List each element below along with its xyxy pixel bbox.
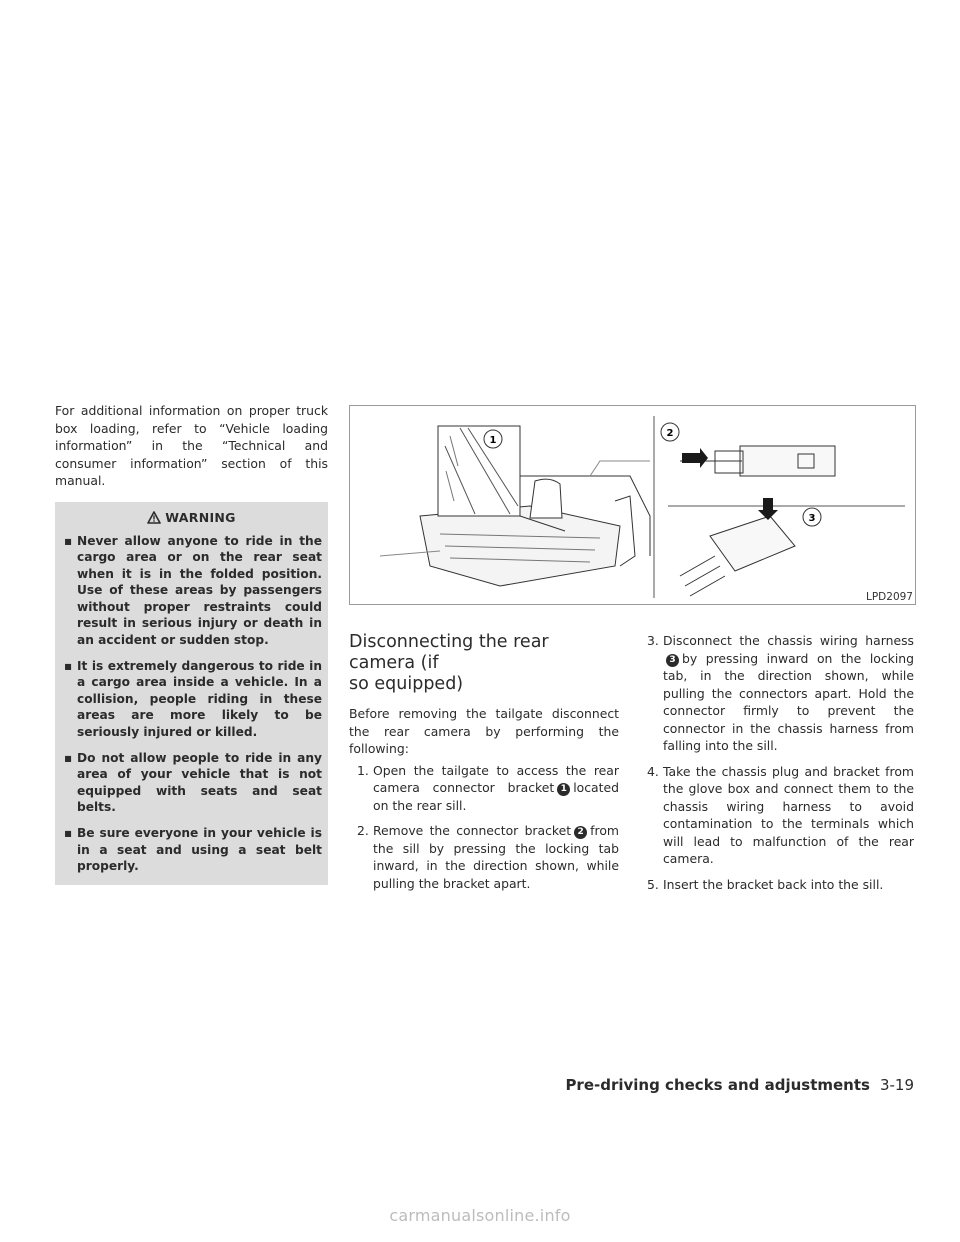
warning-item-text: Be sure everyone in your vehicle is in a seat and using a seat belt properly.	[77, 826, 322, 874]
step-text: Remove the connector bracket	[373, 823, 572, 838]
warning-header	[61, 508, 322, 533]
warning-triangle-icon	[147, 511, 161, 524]
step-text: Disconnect the chassis wiring harness	[663, 633, 914, 648]
callout-2-label: 2	[666, 428, 674, 439]
page-footer	[565, 1076, 914, 1094]
callout-1-label: 1	[489, 435, 497, 446]
warning-item-text: Never allow anyone to ride in the cargo area or on the rear seat when it is in the folded position. Use of these areas by passengers without proper restraints could result in serious injury or death in an accident or sudden stop.	[77, 533, 322, 648]
step-text: located on the rear sill.	[373, 780, 619, 813]
step-number: 3.	[647, 633, 659, 648]
warning-box	[55, 502, 328, 885]
illustration-drawing	[350, 406, 915, 604]
intro-paragraph: For additional information on proper truck box loading, refer to “Vehicle loading information” in the “Technical and consumer information” section of this manual.	[55, 403, 328, 488]
step-text: Open the tailgate to access the rear camera connector bracket	[373, 762, 619, 795]
figure-code: LPD2097	[866, 591, 913, 603]
page-number: 3-19	[879, 1076, 914, 1094]
step-number: 1.	[357, 762, 369, 778]
step-number: 5.	[647, 876, 659, 892]
section-heading-line2: so equipped)	[349, 674, 464, 694]
watermark: carmanualsonline.info	[389, 1206, 571, 1225]
warning-item	[61, 825, 322, 875]
arrow-down-icon	[758, 498, 778, 520]
section-heading-line1: Disconnecting the rear camera (if	[349, 632, 549, 673]
warning-item-text: Do not allow people to ride in any area of your vehicle that is not equipped with seats and seat belts.	[77, 750, 322, 815]
step-number: 4.	[647, 763, 659, 779]
steps-list-b	[639, 632, 914, 893]
step-text: Insert the bracket back into the sill.	[663, 876, 884, 892]
bullet: ▪	[64, 826, 73, 840]
callout-badge: 2	[574, 826, 587, 839]
middle-column	[349, 632, 619, 900]
step-item	[349, 762, 619, 815]
bullet: ▪	[64, 533, 73, 548]
warning-item	[61, 533, 322, 649]
callout-3-label: 3	[808, 513, 816, 524]
arrow-right-icon	[682, 448, 708, 468]
tailgate-illustration	[349, 405, 916, 605]
callout-badge: 1	[557, 783, 570, 796]
step-text: from the sill by pressing the locking tab inward, in the direction shown, while pulling the bracket apart.	[373, 823, 619, 891]
step-text: by pressing inward on the locking tab, in the direction shown, while pulling the connectors apart. Hold the connector firmly to prevent the connector in the chassis harness from falling into the sill.	[663, 650, 914, 753]
warning-item	[61, 658, 322, 741]
right-column	[639, 632, 914, 901]
warning-item	[61, 750, 322, 816]
step-item	[639, 876, 914, 894]
section-heading	[349, 632, 619, 695]
section-intro: Before removing the tailgate disconnect the rear camera by performing the following:	[349, 706, 619, 756]
step-text: Take the chassis plug and bracket from the glove box and connect them to the chassis wiring harness to avoid contamination to the terminals which will lead to malfunction of the rear camera.	[663, 763, 914, 866]
warning-item-text: It is extremely dangerous to ride in a cargo area inside a vehicle. In a collision, people riding in these areas are more likely to be seriously injured or killed.	[77, 658, 322, 740]
step-number: 2.	[357, 823, 369, 838]
bullet: ▪	[64, 750, 73, 765]
footer-section-title: Pre-driving checks and adjustments	[565, 1076, 870, 1094]
step-item	[639, 763, 914, 868]
step-item	[349, 822, 619, 892]
steps-list-a	[349, 762, 619, 893]
callout-badge: 3	[666, 654, 679, 667]
warning-list	[61, 533, 322, 875]
warning-title: WARNING	[165, 509, 236, 525]
left-column	[55, 402, 328, 885]
bullet: ▪	[64, 658, 73, 673]
step-item	[639, 632, 914, 755]
